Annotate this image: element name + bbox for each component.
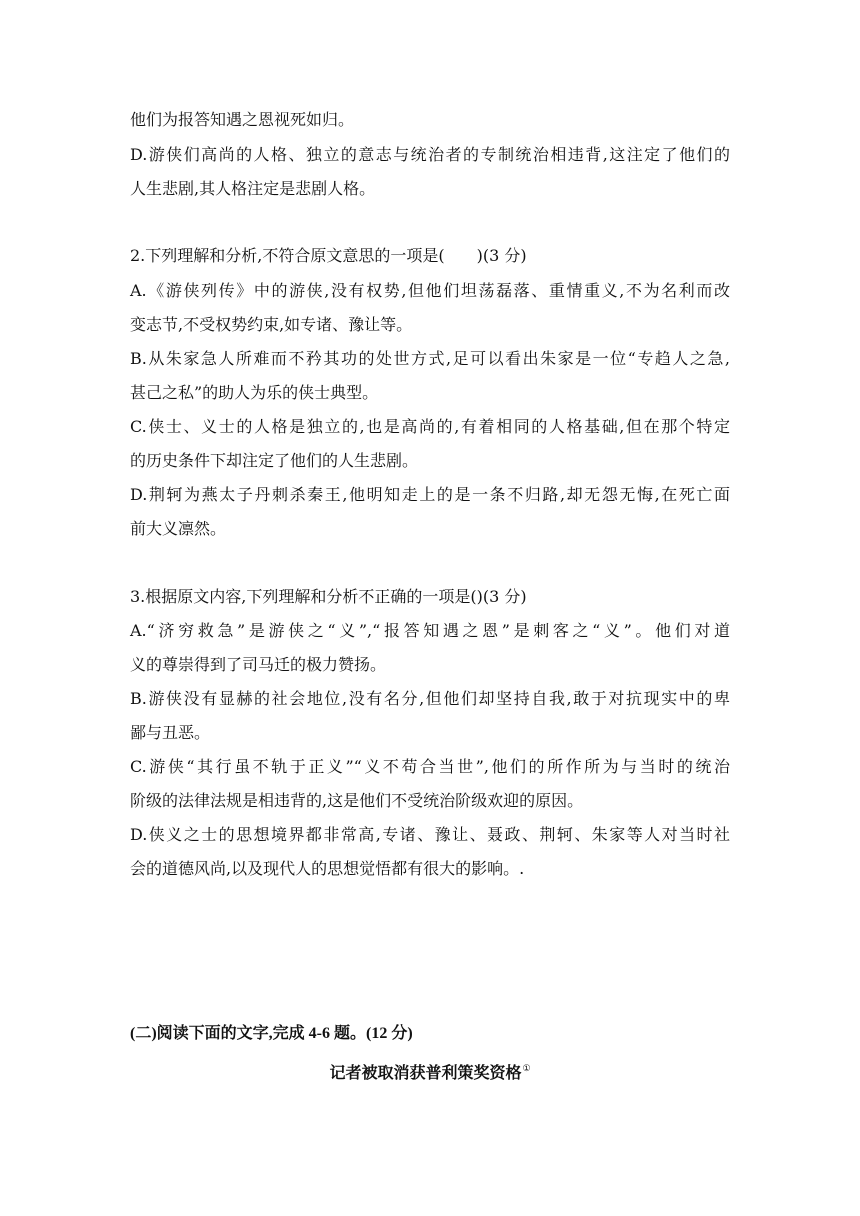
q3-option-a-line-1: A.“济穷救急”是游侠之“义”,“报答知遇之恩”是刺客之“义”。他们对道 — [130, 621, 730, 640]
q3-option-b-line-1: B.游侠没有显赫的社会地位,没有名分,但他们却坚持自我,敢于对抗现实中的卑 — [130, 689, 730, 708]
q2-option-b-line-1: B.从朱家急人所难而不矜其功的处世方式,足可以看出朱家是一位“专趋人之急, — [130, 349, 730, 368]
q3-stem: 3.根据原文内容,下列理解和分析不正确的一项是()(3 分) — [130, 587, 527, 606]
article-title-text: 记者被取消获普利策奖资格 — [329, 1063, 522, 1082]
q2-option-d-line-2: 前大义凛然。 — [130, 519, 227, 538]
q3-option-a-line-2: 义的尊崇得到了司马迁的极力赞扬。 — [130, 655, 387, 674]
q2-option-c-line-2: 的历史条件下却注定了他们的人生悲剧。 — [130, 451, 419, 470]
q2-option-b-line-2: 甚己之私”的助人为乐的侠士典型。 — [130, 383, 379, 402]
section-heading: (二)阅读下面的文字,完成 4-6 题。(12 分) — [130, 1025, 413, 1042]
q3-option-b-line-2: 鄙与丑恶。 — [130, 723, 211, 742]
article-title — [0, 1059, 860, 1083]
q3-option-d-line-2: 会的道德风尚,以及现代人的思想觉悟都有很大的影响。. — [130, 859, 525, 878]
footnote-marker: ① — [522, 1064, 531, 1074]
q2-stem: 2.下列理解和分析,不符合原文意思的一项是( )(3 分) — [130, 246, 527, 265]
q1-option-b-continuation: 他们为报答知遇之恩视死如归。 — [130, 110, 355, 129]
q1-option-d-line-1: D.游侠们高尚的人格、独立的意志与统治者的专制统治相违背,这注定了他们的 — [130, 145, 730, 164]
q1-option-d-line-2: 人生悲剧,其人格注定是悲剧人格。 — [130, 179, 376, 198]
q3-option-c-line-2: 阶级的法律法规是相违背的,这是他们不受统治阶级欢迎的原因。 — [130, 791, 584, 810]
q3-option-c-line-1: C.游侠“其行虽不轨于正义”“义不苟合当世”,他们的所作所为与当时的统治 — [130, 757, 730, 776]
q3-option-d-line-1: D.侠义之士的思想境界都非常高,专诸、豫让、聂政、荆轲、朱家等人对当时社 — [130, 825, 730, 844]
q2-option-c-line-1: C.侠士、义士的人格是独立的,也是高尚的,有着相同的人格基础,但在那个特定 — [130, 417, 730, 436]
q2-option-d-line-1: D.荆轲为燕太子丹刺杀秦王,他明知走上的是一条不归路,却无怨无悔,在死亡面 — [130, 485, 730, 504]
q2-option-a-line-1: A.《游侠列传》中的游侠,没有权势,但他们坦荡磊落、重情重义,不为名利而改 — [130, 281, 730, 300]
q2-option-a-line-2: 变志节,不受权势约束,如专诸、豫让等。 — [130, 315, 413, 334]
